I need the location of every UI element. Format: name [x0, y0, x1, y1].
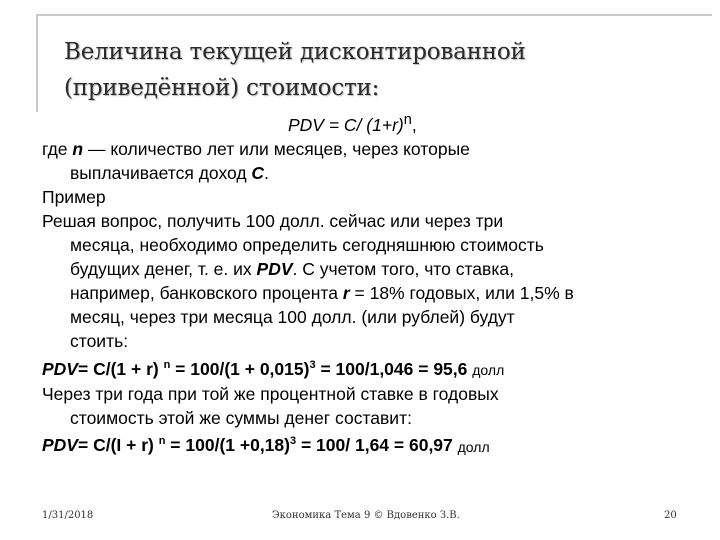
calc2-rest: = 100/(1 +0,18) — [165, 435, 290, 456]
calc2-exp: n — [158, 435, 166, 448]
where-text: — количество лет или месяцев, через которые — [83, 138, 470, 159]
where-var-n: n — [72, 138, 84, 159]
p1-l3-text: будущих денег, т. е. их — [70, 258, 257, 279]
calc2-power: 3 — [289, 435, 297, 448]
paragraph1-line-3 — [42, 257, 702, 281]
title-line-2: (приведённой) стоимости: — [64, 75, 380, 101]
formula-lhs: PDV = C/ (1+r) — [288, 114, 404, 135]
calc1-result: = 100/1,046 = 95,6 — [315, 358, 473, 379]
where-prefix: где — [42, 138, 73, 159]
p1-l3-end: . С учетом того, что ставка, — [292, 258, 514, 279]
where-line2-text: выплачивается доход — [70, 162, 252, 183]
formula-exponent: n — [403, 112, 412, 128]
formula-tail: , — [411, 114, 417, 135]
calculation-2 — [42, 430, 702, 459]
where-line-2 — [42, 161, 702, 185]
p1-l4-end: = 18% годовых, или 1,5% в — [349, 282, 574, 303]
paragraph1-line-4 — [42, 281, 702, 305]
calc2-label: PDV — [42, 435, 78, 456]
pdv-formula — [42, 108, 702, 137]
footer-author: Экономика Тема 9 © Вдовенко З.В. — [272, 510, 460, 521]
calc1-unit: долл — [472, 361, 505, 378]
slide-frame-top-line — [36, 14, 712, 16]
footer-date: 1/31/2018 — [42, 510, 94, 521]
paragraph2-line-2: стоимость этой же суммы денег составит: — [70, 407, 412, 428]
footer-page-number: 20 — [664, 510, 677, 521]
paragraph1-line-5: месяц, через три месяца 100 долл. (или рублей) будут — [70, 306, 515, 327]
p1-l4-text: например, банковского процента — [70, 282, 343, 303]
calculation-1 — [42, 353, 702, 382]
calc1-label: PDV — [42, 358, 78, 379]
p1-l3-var: PDV — [256, 258, 293, 279]
calc2-result: = 100/ 1,64 = 60,97 — [296, 435, 458, 456]
example-label: Пример — [42, 186, 106, 207]
calc2-unit: долл — [457, 438, 490, 455]
paragraph1-line-2: месяца, необходимо определить сегодняшнюю стоимость — [70, 234, 544, 255]
calc1-body: = C/(1 + r) — [77, 358, 164, 379]
slide-frame-left-line — [36, 14, 38, 112]
where-line-1 — [42, 137, 702, 161]
calc1-power: 3 — [309, 358, 316, 371]
calc2-body: = C/(I + r) — [77, 435, 159, 456]
where-line2-end: . — [264, 162, 269, 183]
slide-body — [42, 108, 702, 458]
where-var-c: C — [251, 162, 265, 183]
paragraph1-line-1: Решая вопрос, получить 100 долл. сейчас или через три — [42, 210, 504, 231]
paragraph1-line-6: стоить: — [70, 330, 129, 351]
p1-l4-var: r — [342, 282, 350, 303]
calc1-rest: = 100/(1 + 0,015) — [170, 358, 310, 379]
calc1-exp: n — [163, 358, 171, 371]
slide-title — [64, 34, 684, 106]
title-line-1: Величина текущей дисконтированной — [64, 39, 526, 65]
paragraph2-line-1: Через три года при той же процентной ставке в годовых — [42, 383, 499, 404]
